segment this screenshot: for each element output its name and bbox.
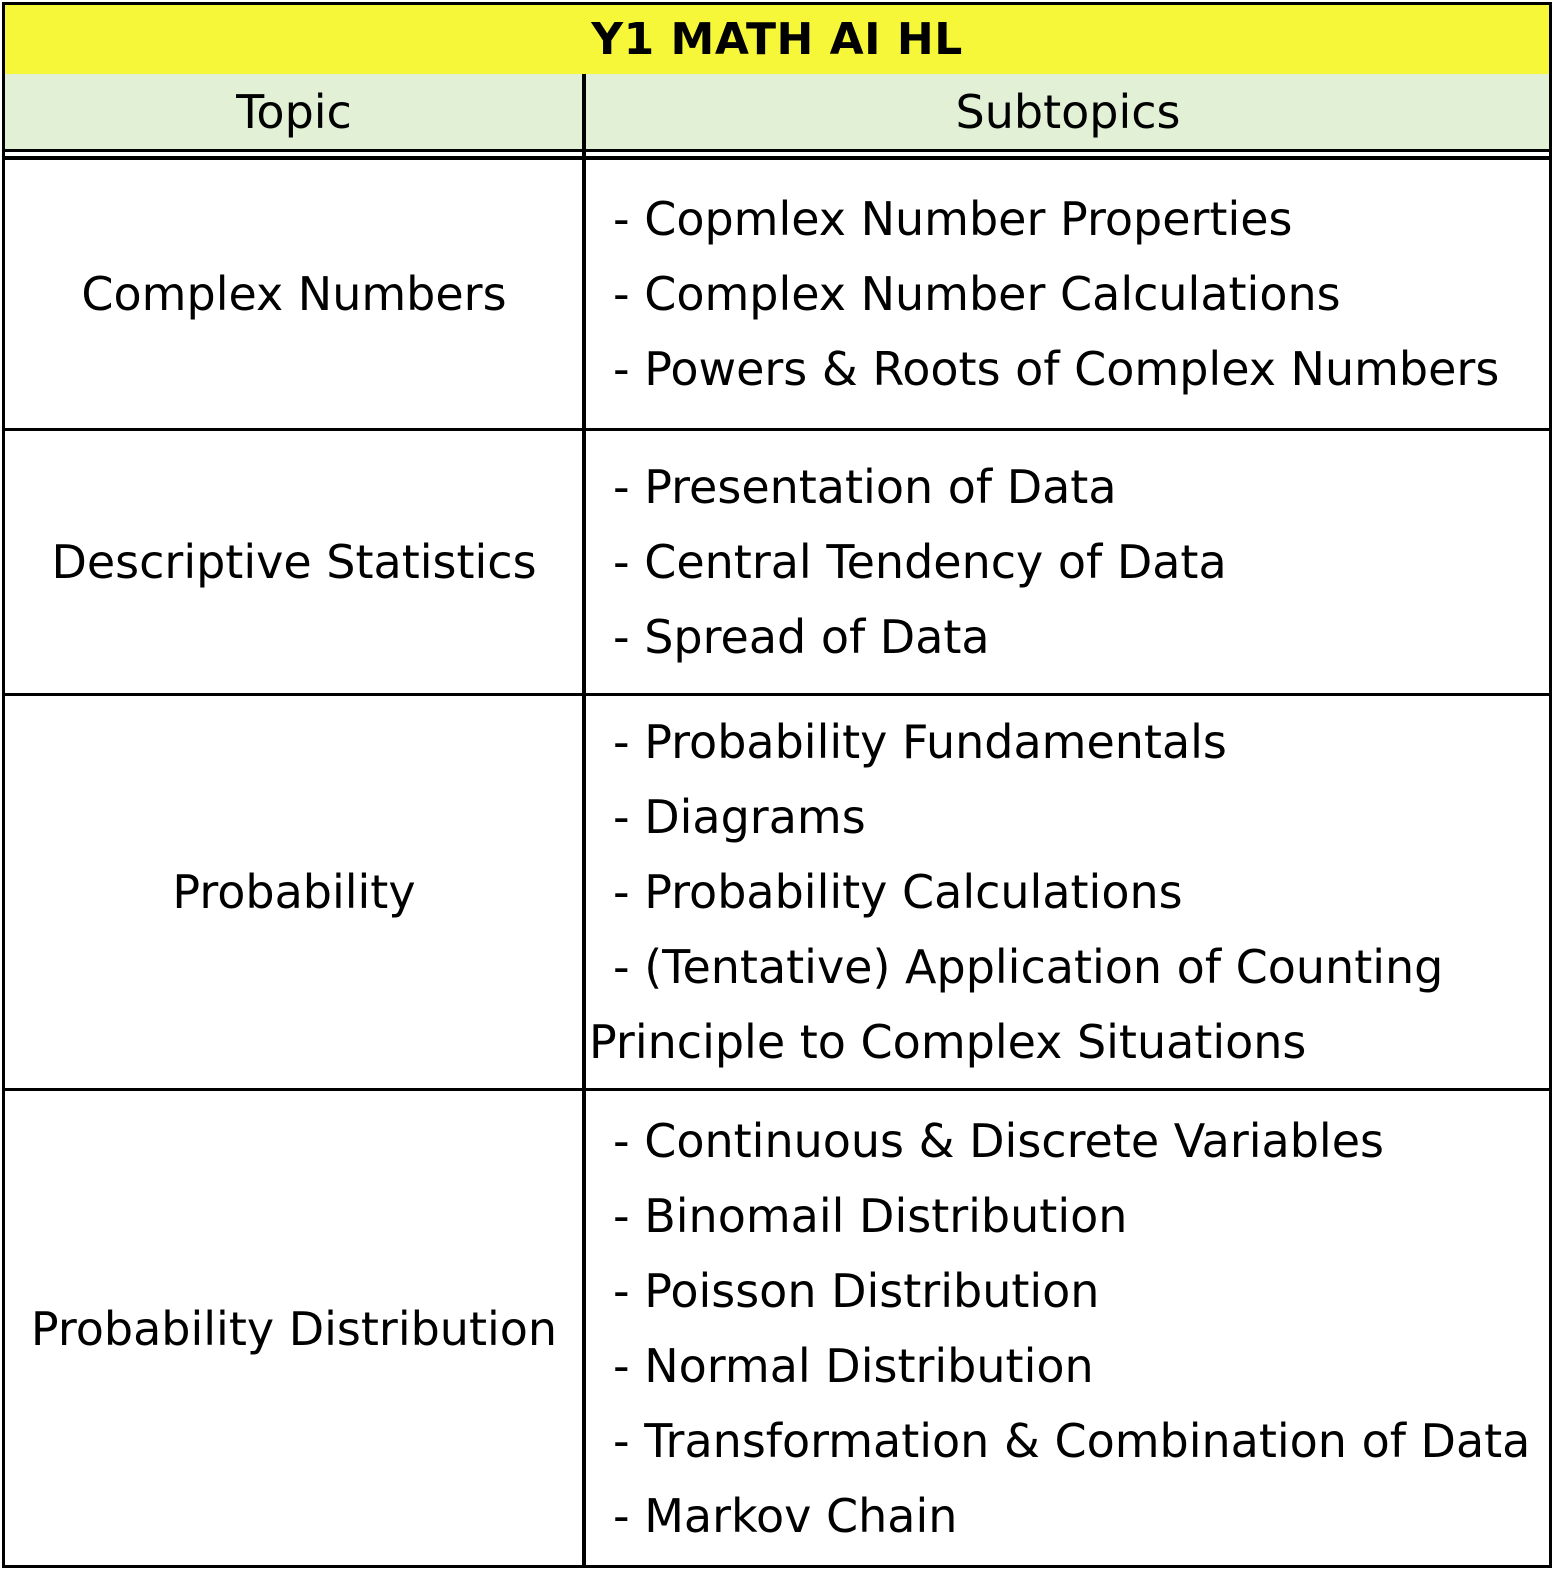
topic-cell: Descriptive Statistics [51, 535, 537, 589]
topic-cell: Probability Distribution [30, 1301, 558, 1356]
subtopic-item-continuation: Principle to Complex Situations [589, 1014, 1307, 1069]
subtopic-item: - Powers & Roots of Complex Numbers [613, 341, 1500, 396]
subtopic-item: - Central Tendency of Data [613, 534, 1227, 589]
subtopic-item: - Markov Chain [613, 1488, 958, 1543]
header-row [5, 74, 1549, 150]
subtopic-item: - Spread of Data [613, 609, 990, 664]
subtopic-item: - Probability Calculations [613, 864, 1183, 919]
title-text: Y1 MATH AI HL [591, 14, 963, 65]
subtopic-item: - Binomail Distribution [613, 1188, 1128, 1243]
header-rule-top [5, 149, 1549, 152]
subtopics-cell [595, 431, 1545, 693]
subtopic-item: - Presentation of Data [613, 459, 1117, 514]
table-row [5, 431, 1549, 693]
table-row [5, 1091, 1549, 1566]
subtopics-cell [589, 696, 1545, 1088]
header-topic: Topic [236, 85, 352, 139]
subtopics-cell [595, 1091, 1545, 1566]
subtopic-item: - Probability Fundamentals [613, 714, 1227, 769]
table-row [5, 696, 1549, 1088]
subtopics-cell [595, 160, 1545, 428]
topic-cell: Complex Numbers [81, 267, 507, 321]
subtopic-item: - (Tentative) Application of Counting [613, 939, 1444, 994]
subtopic-item: - Transformation & Combination of Data [613, 1413, 1531, 1468]
subtopic-item: - Poisson Distribution [613, 1263, 1100, 1318]
header-subtopics: Subtopics [955, 85, 1181, 139]
subtopic-item: - Diagrams [613, 789, 866, 844]
table-title [5, 5, 1549, 74]
topic-cell: Probability [172, 865, 416, 919]
subtopic-item: - Copmlex Number Properties [613, 191, 1293, 246]
table-row [5, 160, 1549, 428]
subtopic-item: - Continuous & Discrete Variables [613, 1113, 1384, 1168]
subtopic-item: - Normal Distribution [613, 1338, 1094, 1393]
subtopic-item: - Complex Number Calculations [613, 266, 1341, 321]
